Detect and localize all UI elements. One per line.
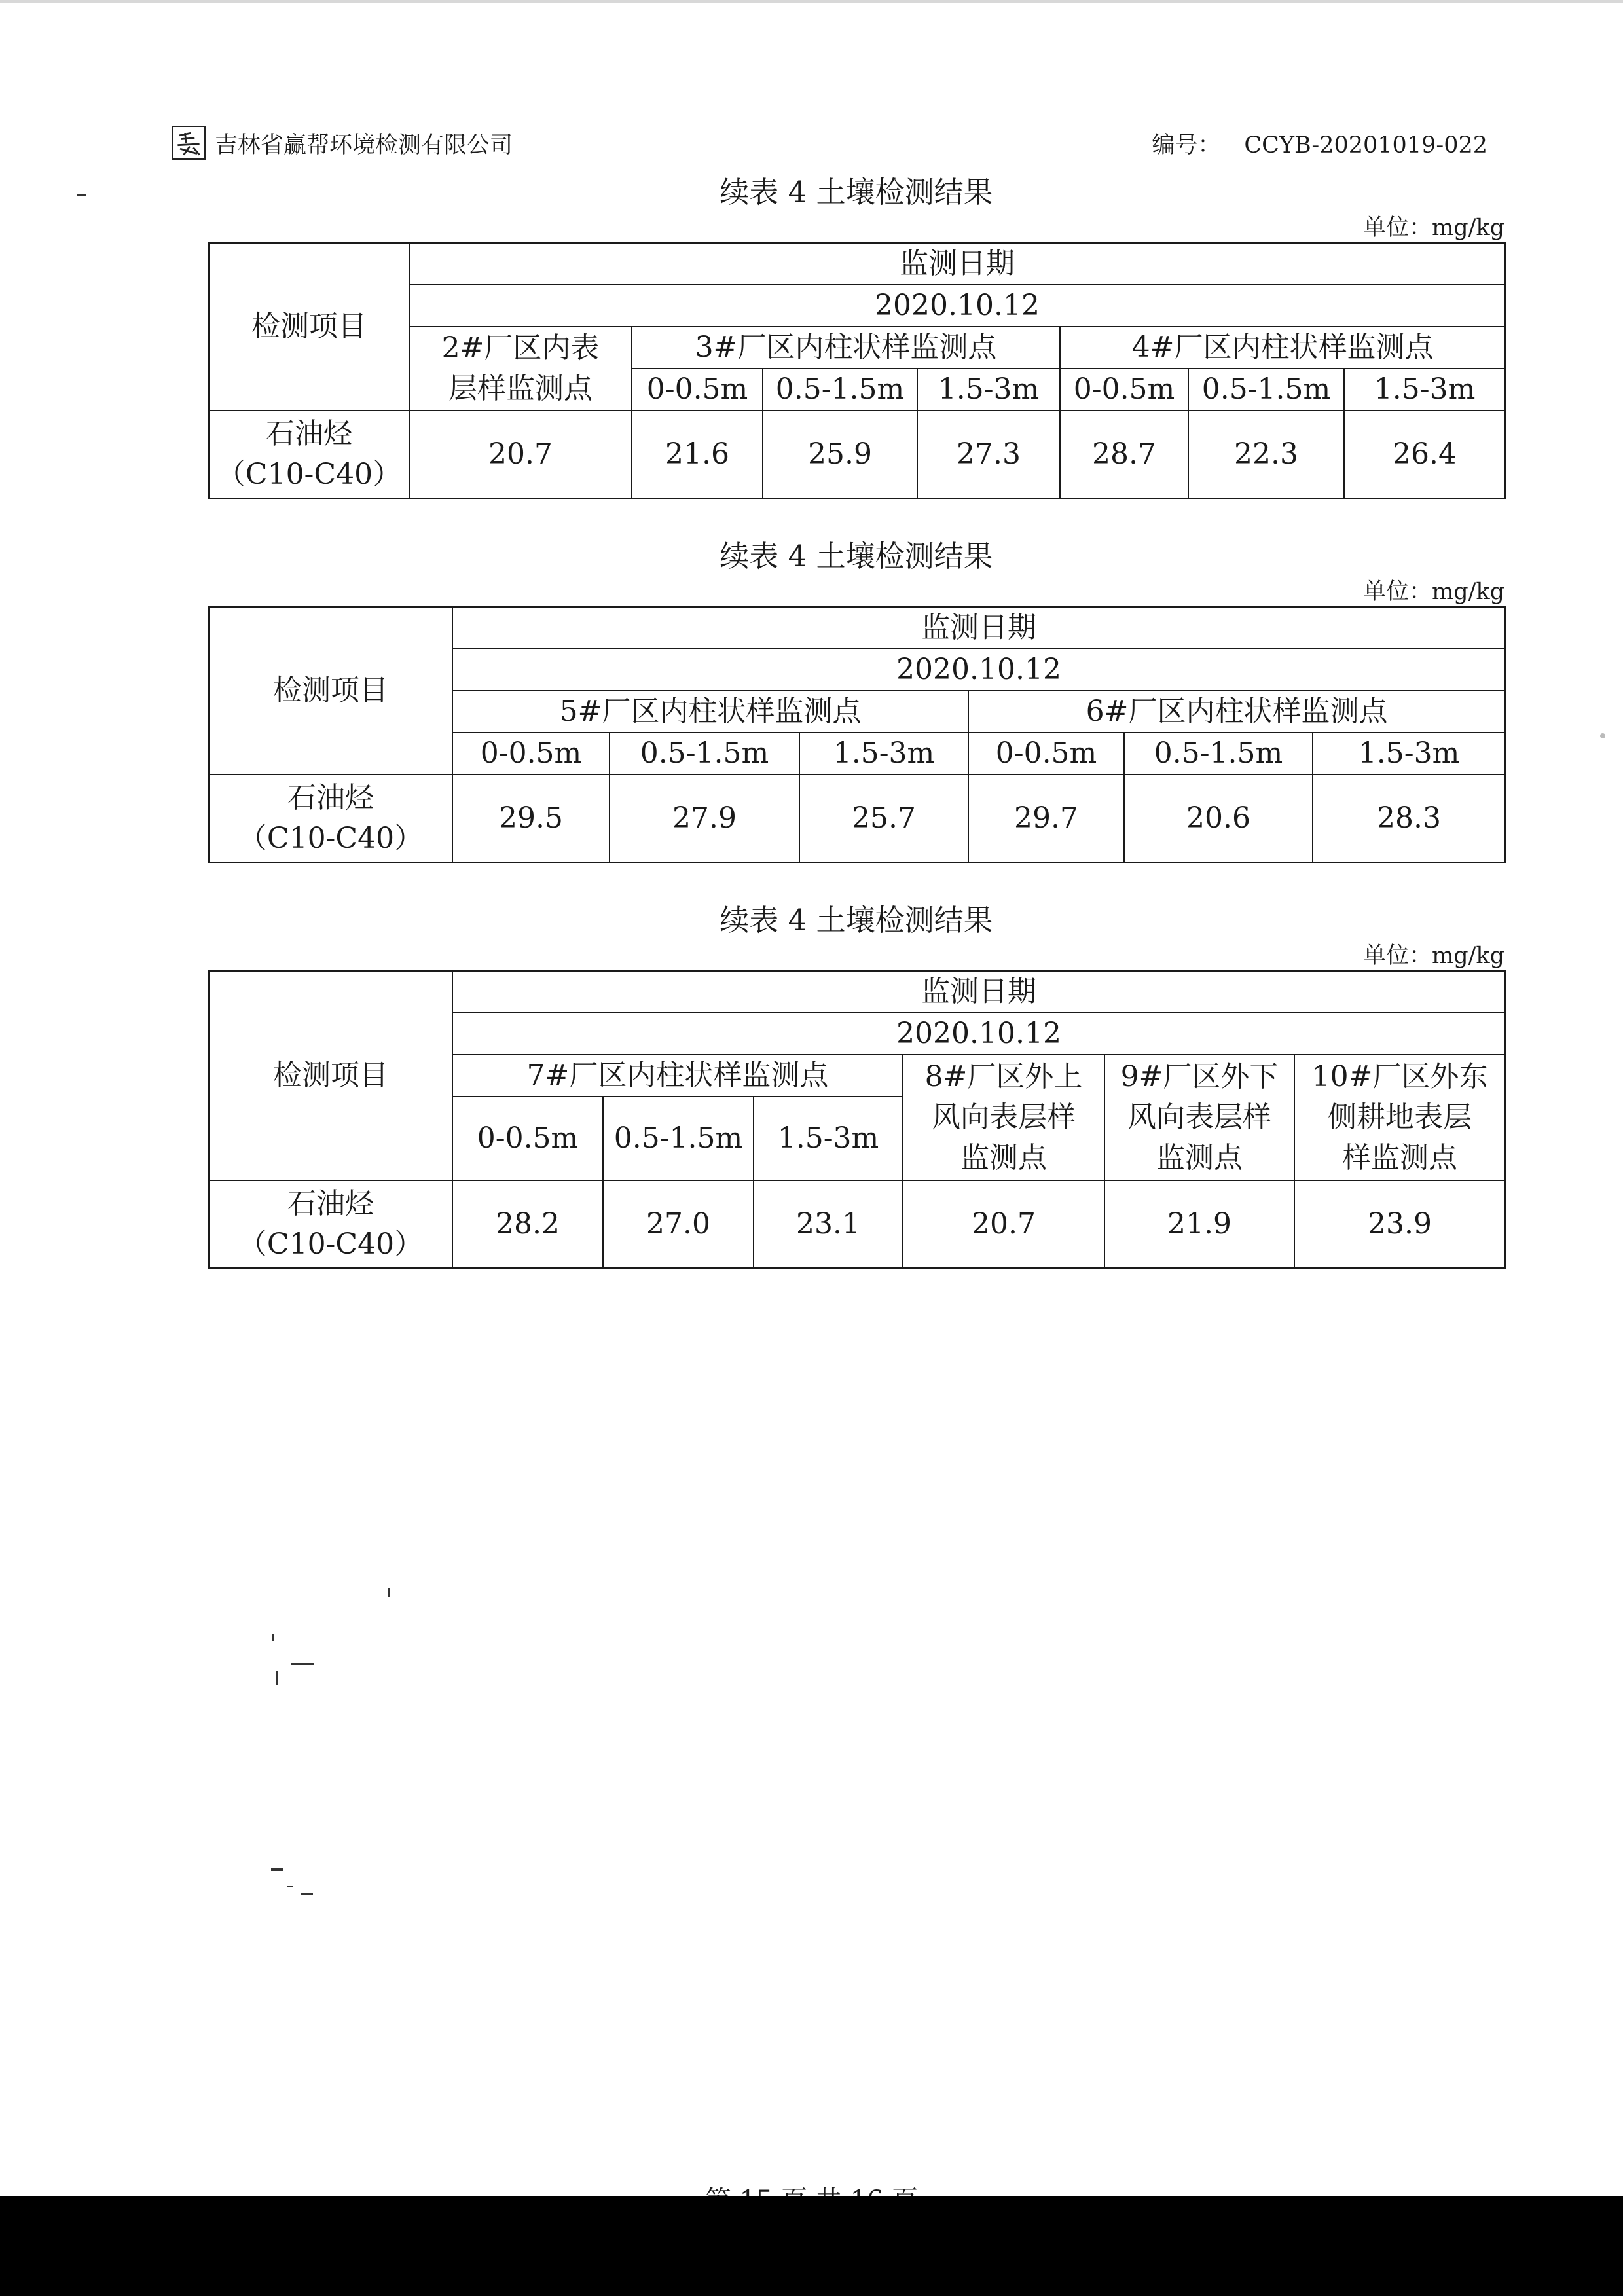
- table2-value: 20.6: [1124, 774, 1313, 862]
- table1-depth: 0.5-1.5m: [1188, 369, 1344, 410]
- table3-date: 2020.10.12: [452, 1013, 1505, 1055]
- table2-depth: 0-0.5m: [452, 733, 610, 774]
- table2-depth: 0.5-1.5m: [610, 733, 799, 774]
- table1-value: 21.6: [632, 410, 763, 498]
- table1-date-header: 监测日期: [409, 243, 1505, 285]
- table1-caption: 续表 4 土壤检测结果: [720, 175, 993, 210]
- table3-value: 27.0: [603, 1180, 754, 1268]
- scan-speck: [276, 1671, 278, 1685]
- scan-bottom-border: [0, 2196, 1623, 2296]
- table3-site-10: 10#厂区外东 侧耕地表层 样监测点: [1294, 1055, 1505, 1180]
- table2: [208, 606, 1506, 863]
- table3-item-header: 检测项目: [209, 971, 452, 1180]
- table2-section: [208, 536, 1504, 863]
- table3-value: 21.9: [1104, 1180, 1294, 1268]
- table3-site-9: 9#厂区外下 风向表层样 监测点: [1104, 1055, 1294, 1180]
- table1-value: 25.9: [763, 410, 917, 498]
- scan-speck: [388, 1588, 390, 1597]
- table2-value: 27.9: [610, 774, 799, 862]
- table1-value: 26.4: [1344, 410, 1505, 498]
- table1-depth: 0.5-1.5m: [763, 369, 917, 410]
- scan-speck: [301, 1893, 313, 1895]
- report-number: [1152, 127, 1487, 160]
- scan-speck: [1600, 733, 1605, 738]
- table3-depth: 1.5-3m: [754, 1097, 903, 1180]
- table2-date-header: 监测日期: [452, 607, 1505, 649]
- table2-depth: 0.5-1.5m: [1124, 733, 1313, 774]
- table3-site-8: 8#厂区外上 风向表层样 监测点: [903, 1055, 1104, 1180]
- table2-unit: 单位：mg/kg: [1363, 579, 1504, 605]
- table3-caption: 续表 4 土壤检测结果: [720, 903, 993, 938]
- table1-site-3: 3#厂区内柱状样监测点: [632, 327, 1060, 369]
- table2-value: 29.5: [452, 774, 610, 862]
- table1-depth: 1.5-3m: [1344, 369, 1505, 410]
- table1-depth: 0-0.5m: [632, 369, 763, 410]
- scan-top-edge: [0, 0, 1623, 3]
- table2-depth: 0-0.5m: [968, 733, 1124, 774]
- table3-unit: 单位：mg/kg: [1363, 943, 1504, 969]
- scan-speck: [287, 1886, 293, 1887]
- table2-depth: 1.5-3m: [1313, 733, 1505, 774]
- table1-date: 2020.10.12: [409, 285, 1505, 327]
- report-number-value: CCYB-20201019-022: [1244, 132, 1487, 158]
- table3-section: [208, 900, 1504, 1269]
- table1-item: 石油烃 （C10-C40）: [209, 410, 409, 498]
- table3-value: 23.9: [1294, 1180, 1505, 1268]
- table2-depth: 1.5-3m: [799, 733, 968, 774]
- scan-speck: [271, 1868, 283, 1871]
- table2-site-5: 5#厂区内柱状样监测点: [452, 691, 968, 733]
- table1-site-4: 4#厂区内柱状样监测点: [1060, 327, 1505, 369]
- table1-item-header: 检测项目: [209, 243, 409, 410]
- table1-value: 20.7: [409, 410, 632, 498]
- table1-unit: 单位：mg/kg: [1363, 215, 1504, 241]
- table1-value: 22.3: [1188, 410, 1344, 498]
- table2-item-header: 检测项目: [209, 607, 452, 774]
- table1-value: 27.3: [917, 410, 1060, 498]
- table1-site-2: 2#厂区内表 层样监测点: [409, 327, 632, 410]
- table1-depth: 1.5-3m: [917, 369, 1060, 410]
- table3-site-7: 7#厂区内柱状样监测点: [452, 1055, 903, 1097]
- scan-speck: [291, 1663, 314, 1665]
- table3: [208, 970, 1506, 1269]
- table3-date-header: 监测日期: [452, 971, 1505, 1013]
- table3-depth: 0-0.5m: [452, 1097, 603, 1180]
- document-header: [172, 124, 1487, 164]
- report-number-label: 编号：: [1152, 132, 1221, 158]
- table3-value: 20.7: [903, 1180, 1104, 1268]
- table2-value: 28.3: [1313, 774, 1505, 862]
- table1-value: 28.7: [1060, 410, 1188, 498]
- company-name: 吉林省赢帮环境检测有限公司: [215, 132, 513, 158]
- table1-depth: 0-0.5m: [1060, 369, 1188, 410]
- table3-depth: 0.5-1.5m: [603, 1097, 754, 1180]
- table3-value: 28.2: [452, 1180, 603, 1268]
- table2-item: 石油烃 （C10-C40）: [209, 774, 452, 862]
- table2-date: 2020.10.12: [452, 649, 1505, 691]
- table3-value: 23.1: [754, 1180, 903, 1268]
- scan-speck: [272, 1634, 274, 1641]
- table2-site-6: 6#厂区内柱状样监测点: [968, 691, 1505, 733]
- table1-section: [208, 172, 1504, 499]
- table2-value: 25.7: [799, 774, 968, 862]
- scan-speck: [77, 194, 86, 196]
- table3-item: 石油烃 （C10-C40）: [209, 1180, 452, 1268]
- table2-caption: 续表 4 土壤检测结果: [720, 539, 993, 574]
- table2-value: 29.7: [968, 774, 1124, 862]
- company-seal-icon: [172, 126, 206, 160]
- table1: [208, 242, 1506, 499]
